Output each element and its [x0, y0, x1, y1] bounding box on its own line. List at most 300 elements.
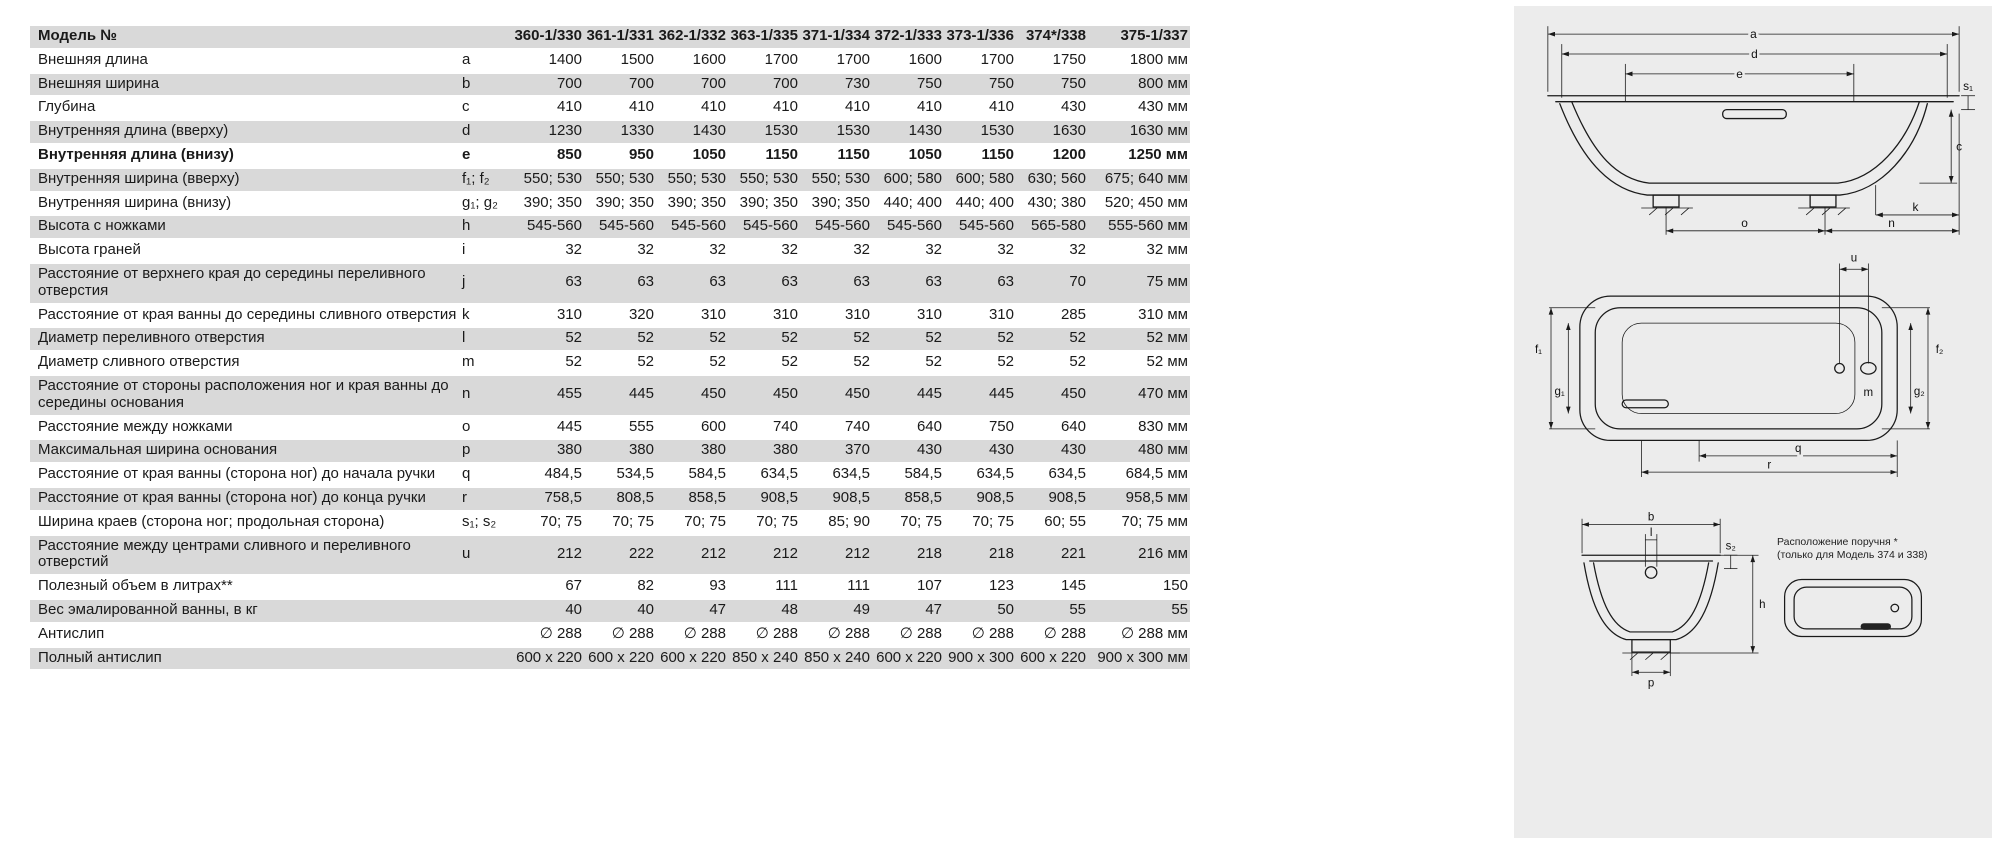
value-cell: 93 — [656, 576, 728, 600]
handle-position-diagram — [1777, 570, 1929, 646]
model-header: 362-1/332 — [656, 26, 728, 50]
value-cell: 550; 530 — [800, 169, 872, 193]
value-cell: 545-560 — [728, 216, 800, 240]
row-label: Ширина краев (сторона ног; продольная сторона) — [30, 512, 460, 536]
value-cell: 410 — [584, 97, 656, 121]
top-view-diagram — [1526, 248, 1978, 479]
value-cell: 1150 — [728, 145, 800, 169]
value-cell: 640 — [1016, 417, 1088, 441]
value-cell: 450 — [728, 376, 800, 417]
value-cell: 830 мм — [1088, 417, 1190, 441]
value-cell: 49 — [800, 600, 872, 624]
value-cell: 52 — [656, 352, 728, 376]
value-cell: 634,5 — [728, 464, 800, 488]
dim-label: u — [1850, 252, 1858, 265]
value-cell: 555 — [584, 417, 656, 441]
value-cell: 70; 75 мм — [1088, 512, 1190, 536]
value-cell: ∅ 288 — [512, 624, 584, 648]
dim-label: g₁ — [1554, 386, 1565, 399]
value-cell: 32 — [944, 240, 1016, 264]
table-row — [30, 600, 1190, 624]
value-cell: 600 x 220 — [1016, 648, 1088, 672]
model-header: 374*/338 — [1016, 26, 1088, 50]
value-cell: 40 — [512, 600, 584, 624]
row-label: Внешняя ширина — [30, 74, 460, 98]
row-label: Расстояние от верхнего края до середины переливного отверстия — [30, 264, 460, 305]
value-cell: 390; 350 — [800, 193, 872, 217]
value-cell: 70; 75 — [872, 512, 944, 536]
table-row — [30, 193, 1190, 217]
row-code — [460, 624, 512, 648]
row-code: k — [460, 305, 512, 329]
value-cell: 700 — [728, 74, 800, 98]
row-code: f₁; f₂ — [460, 169, 512, 193]
row-label: Расстояние от края ванны до середины сливного отверстия — [30, 305, 460, 329]
value-cell: 545-560 — [584, 216, 656, 240]
value-cell: 600 x 220 — [656, 648, 728, 672]
value-cell: 1600 — [656, 50, 728, 74]
model-header: 360-1/330 — [512, 26, 584, 50]
value-cell: 55 — [1088, 600, 1190, 624]
dim-label: h — [1759, 598, 1766, 611]
value-cell: 82 — [584, 576, 656, 600]
value-cell: 1530 — [800, 121, 872, 145]
value-cell: 390; 350 — [512, 193, 584, 217]
value-cell: 545-560 — [944, 216, 1016, 240]
value-cell: 410 — [800, 97, 872, 121]
value-cell: 634,5 — [1016, 464, 1088, 488]
value-cell: 310 — [944, 305, 1016, 329]
dim-label: f₁ — [1534, 343, 1543, 356]
value-cell: 1750 — [1016, 50, 1088, 74]
diagram-panel — [1514, 6, 1992, 838]
value-cell: 455 — [512, 376, 584, 417]
row-code: l — [460, 328, 512, 352]
value-cell: 950 — [584, 145, 656, 169]
value-cell: 445 — [872, 376, 944, 417]
value-cell: 55 — [1016, 600, 1088, 624]
value-cell: ∅ 288 — [944, 624, 1016, 648]
value-cell: 445 — [944, 376, 1016, 417]
row-label: Полезный объем в литрах** — [30, 576, 460, 600]
value-cell: 32 — [656, 240, 728, 264]
value-cell: 63 — [800, 264, 872, 305]
row-code — [460, 648, 512, 672]
value-cell: 70; 75 — [728, 512, 800, 536]
table-row — [30, 536, 1190, 577]
row-label: Высота с ножками — [30, 216, 460, 240]
row-label: Внутренняя длина (вверху) — [30, 121, 460, 145]
value-cell: 47 — [872, 600, 944, 624]
table-row — [30, 121, 1190, 145]
value-cell: 32 — [584, 240, 656, 264]
value-cell: 470 мм — [1088, 376, 1190, 417]
value-cell: 440; 400 — [872, 193, 944, 217]
value-cell: 320 — [584, 305, 656, 329]
value-cell: 1600 — [872, 50, 944, 74]
handle-position-note — [1777, 536, 1982, 646]
value-cell: ∅ 288 — [656, 624, 728, 648]
row-code: i — [460, 240, 512, 264]
row-label: Расстояние от стороны расположения ног и края ванны до середины основания — [30, 376, 460, 417]
value-cell: 555-560 мм — [1088, 216, 1190, 240]
value-cell: 410 — [656, 97, 728, 121]
value-cell: 550; 530 — [656, 169, 728, 193]
side-view-diagram — [1526, 18, 1978, 242]
value-cell: 730 — [800, 74, 872, 98]
value-cell: 1530 — [728, 121, 800, 145]
row-label: Внутренняя длина (внизу) — [30, 145, 460, 169]
value-cell: 85; 90 — [800, 512, 872, 536]
row-label: Расстояние от края ванны (сторона ног) до начала ручки — [30, 464, 460, 488]
value-cell: 150 — [1088, 576, 1190, 600]
value-cell: 600 x 220 — [584, 648, 656, 672]
value-cell: 52 — [728, 328, 800, 352]
value-cell: 70 — [1016, 264, 1088, 305]
value-cell: 1530 — [944, 121, 1016, 145]
model-header: 371-1/334 — [800, 26, 872, 50]
value-cell: 1250 мм — [1088, 145, 1190, 169]
value-cell: 740 — [800, 417, 872, 441]
value-cell: 600; 580 — [944, 169, 1016, 193]
row-label: Внутренняя ширина (внизу) — [30, 193, 460, 217]
row-code: u — [460, 536, 512, 577]
dim-label: g₂ — [1913, 386, 1925, 399]
table-row — [30, 97, 1190, 121]
value-cell: 32 — [872, 240, 944, 264]
value-cell: 450 — [656, 376, 728, 417]
value-cell: 634,5 — [800, 464, 872, 488]
table-row — [30, 74, 1190, 98]
value-cell: 808,5 — [584, 488, 656, 512]
value-cell: 63 — [584, 264, 656, 305]
value-cell: 1050 — [656, 145, 728, 169]
handle-note-line2: (только для Модель 374 и 338) — [1777, 549, 1928, 562]
value-cell: 52 мм — [1088, 328, 1190, 352]
value-cell: 410 — [872, 97, 944, 121]
value-cell: 47 — [656, 600, 728, 624]
value-cell: 52 — [584, 328, 656, 352]
dim-label: c — [1956, 139, 1963, 154]
dim-label: d — [1751, 46, 1758, 61]
value-cell: 52 — [944, 352, 1016, 376]
row-label: Расстояние между ножками — [30, 417, 460, 441]
value-cell: 684,5 мм — [1088, 464, 1190, 488]
table-row — [30, 240, 1190, 264]
value-cell: 111 — [800, 576, 872, 600]
row-code — [460, 600, 512, 624]
end-view-diagram — [1536, 511, 1771, 703]
value-cell: 1430 — [656, 121, 728, 145]
table-row — [30, 576, 1190, 600]
table-row — [30, 145, 1190, 169]
table-row — [30, 440, 1190, 464]
table-row — [30, 512, 1190, 536]
value-cell: 1700 — [800, 50, 872, 74]
value-cell: 212 — [728, 536, 800, 577]
value-cell: 1150 — [944, 145, 1016, 169]
spec-table — [30, 26, 1190, 671]
row-code: e — [460, 145, 512, 169]
value-cell: 534,5 — [584, 464, 656, 488]
value-cell: 310 — [872, 305, 944, 329]
value-cell: 70; 75 — [656, 512, 728, 536]
value-cell: 310 — [800, 305, 872, 329]
value-cell: 1500 — [584, 50, 656, 74]
value-cell: 858,5 — [872, 488, 944, 512]
value-cell: 550; 530 — [728, 169, 800, 193]
value-cell: 600; 580 — [872, 169, 944, 193]
table-row — [30, 328, 1190, 352]
value-cell: 430; 380 — [1016, 193, 1088, 217]
value-cell: 750 — [872, 74, 944, 98]
value-cell: 48 — [728, 600, 800, 624]
value-cell: 32 — [1016, 240, 1088, 264]
value-cell: 310 — [728, 305, 800, 329]
value-cell: 550; 530 — [512, 169, 584, 193]
row-code: d — [460, 121, 512, 145]
value-cell: ∅ 288 — [584, 624, 656, 648]
dim-label: o — [1741, 215, 1748, 230]
value-cell: 750 — [944, 74, 1016, 98]
value-cell: 740 — [728, 417, 800, 441]
model-header: 373-1/336 — [944, 26, 1016, 50]
table-row — [30, 216, 1190, 240]
value-cell: 584,5 — [656, 464, 728, 488]
value-cell: 52 — [728, 352, 800, 376]
row-code: j — [460, 264, 512, 305]
row-code: p — [460, 440, 512, 464]
table-row — [30, 624, 1190, 648]
value-cell: 52 — [872, 352, 944, 376]
value-cell: 640 — [872, 417, 944, 441]
value-cell: 600 — [656, 417, 728, 441]
value-cell: 410 — [512, 97, 584, 121]
value-cell: 380 — [512, 440, 584, 464]
value-cell: 850 x 240 — [800, 648, 872, 672]
value-cell: 212 — [800, 536, 872, 577]
value-cell: 63 — [656, 264, 728, 305]
value-cell: 212 — [656, 536, 728, 577]
dim-label: e — [1736, 66, 1743, 81]
dim-label: f₂ — [1935, 343, 1944, 356]
value-cell: 600 x 220 — [512, 648, 584, 672]
value-cell: 1200 — [1016, 145, 1088, 169]
value-cell: 218 — [872, 536, 944, 577]
row-label: Глубина — [30, 97, 460, 121]
value-cell: 700 — [512, 74, 584, 98]
value-cell: 750 — [944, 417, 1016, 441]
value-cell: 1800 мм — [1088, 50, 1190, 74]
value-cell: 32 — [512, 240, 584, 264]
dim-label: r — [1767, 459, 1772, 472]
value-cell: 634,5 — [944, 464, 1016, 488]
dim-label: k — [1912, 199, 1919, 214]
table-row — [30, 417, 1190, 441]
row-code: n — [460, 376, 512, 417]
row-label: Расстояние от края ванны (сторона ног) до конца ручки — [30, 488, 460, 512]
value-cell: 63 — [944, 264, 1016, 305]
value-cell: 630; 560 — [1016, 169, 1088, 193]
table-row — [30, 648, 1190, 672]
dim-label: q — [1794, 442, 1802, 455]
value-cell: 900 x 300 — [944, 648, 1016, 672]
value-cell: 410 — [944, 97, 1016, 121]
dim-label: m — [1863, 387, 1874, 400]
value-cell: 216 мм — [1088, 536, 1190, 577]
value-cell: 285 — [1016, 305, 1088, 329]
value-cell: 1630 мм — [1088, 121, 1190, 145]
table-row — [30, 50, 1190, 74]
value-cell: 212 — [512, 536, 584, 577]
value-cell: 430 мм — [1088, 97, 1190, 121]
value-cell: 484,5 — [512, 464, 584, 488]
value-cell: 550; 530 — [584, 169, 656, 193]
code-column-header — [460, 26, 512, 50]
dim-label: s₁ — [1963, 78, 1974, 93]
model-column-title: Модель № — [30, 26, 460, 50]
value-cell: 1050 — [872, 145, 944, 169]
value-cell: 50 — [944, 600, 1016, 624]
row-code: g₁; g₂ — [460, 193, 512, 217]
value-cell: 545-560 — [800, 216, 872, 240]
value-cell: 584,5 — [872, 464, 944, 488]
value-cell: 52 — [512, 328, 584, 352]
value-cell: 675; 640 мм — [1088, 169, 1190, 193]
value-cell: 32 мм — [1088, 240, 1190, 264]
value-cell: 750 — [1016, 74, 1088, 98]
value-cell: 430 — [944, 440, 1016, 464]
value-cell: ∅ 288 — [1016, 624, 1088, 648]
row-code: o — [460, 417, 512, 441]
value-cell: 700 — [656, 74, 728, 98]
row-code — [460, 576, 512, 600]
value-cell: 858,5 — [656, 488, 728, 512]
value-cell: 1150 — [800, 145, 872, 169]
value-cell: 600 x 220 — [872, 648, 944, 672]
value-cell: 545-560 — [656, 216, 728, 240]
value-cell: 63 — [512, 264, 584, 305]
value-cell: 1630 — [1016, 121, 1088, 145]
value-cell: 430 — [1016, 97, 1088, 121]
table-header-row — [30, 26, 1190, 50]
spec-table-body — [30, 50, 1190, 672]
value-cell: 52 — [944, 328, 1016, 352]
value-cell: 900 x 300 мм — [1088, 648, 1190, 672]
value-cell: 370 — [800, 440, 872, 464]
value-cell: 1430 — [872, 121, 944, 145]
value-cell: 430 — [1016, 440, 1088, 464]
value-cell: 445 — [584, 376, 656, 417]
value-cell: 310 — [656, 305, 728, 329]
value-cell: 63 — [872, 264, 944, 305]
value-cell: 70; 75 — [512, 512, 584, 536]
table-row — [30, 376, 1190, 417]
value-cell: 450 — [800, 376, 872, 417]
value-cell: 390; 350 — [728, 193, 800, 217]
value-cell: 67 — [512, 576, 584, 600]
value-cell: 480 мм — [1088, 440, 1190, 464]
value-cell: 958,5 мм — [1088, 488, 1190, 512]
value-cell: 1330 — [584, 121, 656, 145]
value-cell: 52 — [800, 328, 872, 352]
value-cell: 40 — [584, 600, 656, 624]
value-cell: 310 — [512, 305, 584, 329]
value-cell: 850 — [512, 145, 584, 169]
value-cell: 52 мм — [1088, 352, 1190, 376]
row-label: Антислип — [30, 624, 460, 648]
row-code: a — [460, 50, 512, 74]
model-header: 361-1/331 — [584, 26, 656, 50]
value-cell: 390; 350 — [656, 193, 728, 217]
row-code: h — [460, 216, 512, 240]
value-cell: 700 — [584, 74, 656, 98]
row-label: Диаметр переливного отверстия — [30, 328, 460, 352]
value-cell: 111 — [728, 576, 800, 600]
table-row — [30, 169, 1190, 193]
value-cell: 390; 350 — [584, 193, 656, 217]
value-cell: 1700 — [944, 50, 1016, 74]
value-cell: 380 — [656, 440, 728, 464]
value-cell: 380 — [728, 440, 800, 464]
value-cell: 52 — [1016, 328, 1088, 352]
row-label: Высота граней — [30, 240, 460, 264]
value-cell: ∅ 288 мм — [1088, 624, 1190, 648]
row-code: c — [460, 97, 512, 121]
row-code: b — [460, 74, 512, 98]
model-header: 375-1/337 — [1088, 26, 1190, 50]
value-cell: 1400 — [512, 50, 584, 74]
value-cell: 52 — [800, 352, 872, 376]
row-label: Внешняя длина — [30, 50, 460, 74]
row-label: Вес эмалированной ванны, в кг — [30, 600, 460, 624]
value-cell: 52 — [584, 352, 656, 376]
value-cell: 908,5 — [1016, 488, 1088, 512]
value-cell: 70; 75 — [944, 512, 1016, 536]
table-row — [30, 352, 1190, 376]
value-cell: 1230 — [512, 121, 584, 145]
value-cell: 218 — [944, 536, 1016, 577]
row-label: Диаметр сливного отверстия — [30, 352, 460, 376]
value-cell: 545-560 — [512, 216, 584, 240]
value-cell: 123 — [944, 576, 1016, 600]
handle-note-line1: Расположение поручня * — [1777, 536, 1898, 548]
value-cell: ∅ 288 — [728, 624, 800, 648]
value-cell: 430 — [872, 440, 944, 464]
table-row — [30, 264, 1190, 305]
value-cell: 310 мм — [1088, 305, 1190, 329]
row-code: s₁; s₂ — [460, 512, 512, 536]
value-cell: 75 мм — [1088, 264, 1190, 305]
model-header: 363-1/335 — [728, 26, 800, 50]
row-label: Максимальная ширина основания — [30, 440, 460, 464]
value-cell: 850 x 240 — [728, 648, 800, 672]
value-cell: 32 — [728, 240, 800, 264]
table-row — [30, 488, 1190, 512]
model-header: 372-1/333 — [872, 26, 944, 50]
value-cell: 107 — [872, 576, 944, 600]
value-cell: 221 — [1016, 536, 1088, 577]
value-cell: 800 мм — [1088, 74, 1190, 98]
value-cell: 758,5 — [512, 488, 584, 512]
value-cell: 145 — [1016, 576, 1088, 600]
dim-label: l — [1649, 527, 1653, 540]
row-label: Расстояние между центрами сливного и переливного отверстий — [30, 536, 460, 577]
value-cell: 52 — [656, 328, 728, 352]
dim-label: s₂ — [1725, 540, 1736, 553]
dim-label: p — [1647, 677, 1655, 690]
table-row — [30, 464, 1190, 488]
